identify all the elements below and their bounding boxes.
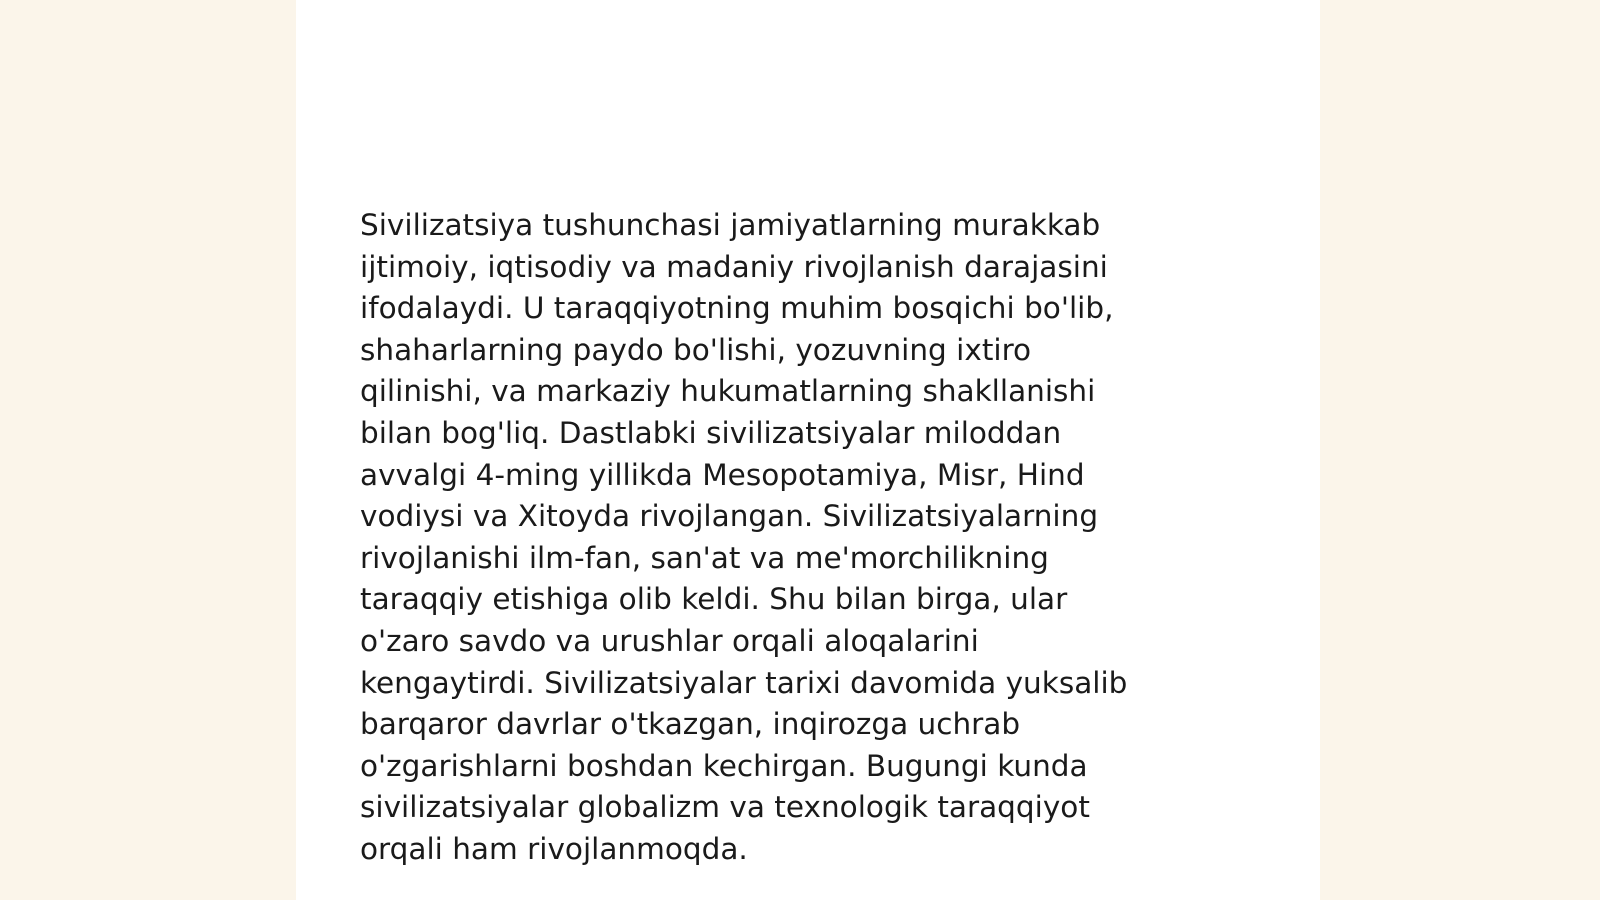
paragraph-line: bilan bog'liq. Dastlabki sivilizatsiyalar miloddan — [360, 415, 1062, 450]
paragraph-line: rivojlanishi ilm-fan, san'at va me'morchilikning — [360, 540, 1049, 575]
paragraph-line: ifodalaydi. U taraqqiyotning muhim bosqichi bo'lib, — [360, 291, 1114, 326]
paragraph-line: avvalgi 4-ming yillikda Mesopotamiya, Misr, Hind — [360, 457, 1085, 492]
paragraph-line: Sivilizatsiya tushunchasi jamiyatlarning murakkab — [360, 208, 1101, 242]
paragraph-line: barqaror davrlar o'tkazgan, inqirozga uchrab — [360, 707, 1021, 742]
paragraph-line: shaharlarning paydo bo'lishi, yozuvning ixtiro — [360, 332, 1032, 367]
document-page — [296, 0, 1320, 900]
paragraph-line: qilinishi, va markaziy hukumatlarning shakllanishi — [360, 374, 1096, 409]
paragraph-line: ijtimoiy, iqtisodiy va madaniy rivojlanish darajasini — [360, 249, 1108, 284]
paragraph-line: o'zgarishlarni boshdan kechirgan. Bugungi kunda — [360, 748, 1088, 783]
right-margin-panel — [1320, 0, 1600, 900]
body-paragraph — [360, 205, 1220, 871]
paragraph-line: vodiysi va Xitoyda rivojlangan. Sivilizatsiyalarning — [360, 499, 1099, 534]
left-margin-panel — [0, 0, 296, 900]
paragraph-line: sivilizatsiyalar globalizm va texnologik taraqqiyot — [360, 790, 1090, 825]
paragraph-line: orqali ham rivojlanmoqda. — [360, 831, 748, 866]
paragraph-line: kengaytirdi. Sivilizatsiyalar tarixi davomida yuksalib — [360, 665, 1128, 700]
paragraph-line: taraqqiy etishiga olib keldi. Shu bilan birga, ular — [360, 582, 1068, 617]
paragraph-line: o'zaro savdo va urushlar orqali aloqalarini — [360, 623, 979, 658]
